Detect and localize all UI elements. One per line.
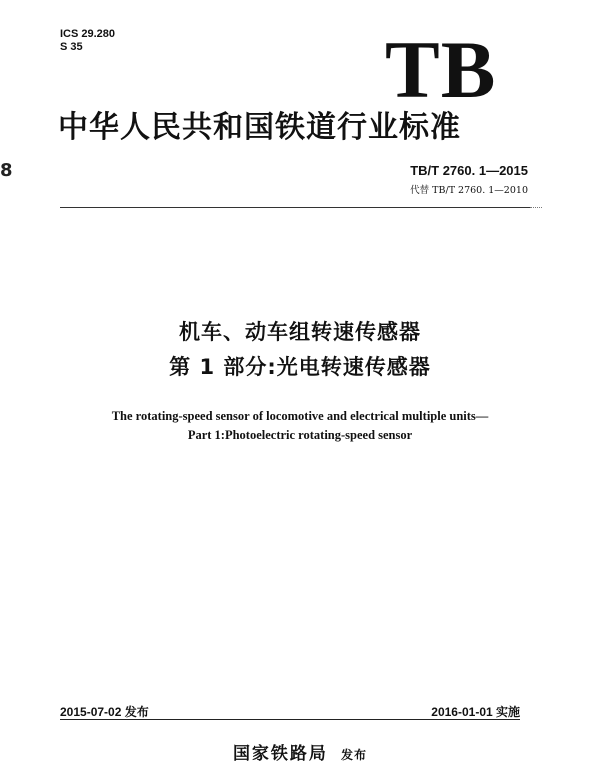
issue-date: 2015-07-02 发布 [60,705,149,719]
edge-scan-mark: 8 [0,160,13,181]
title-cn-line1: 机车、动车组转速传感器 [179,320,421,344]
replaces-code: 代替 TB/T 2760. 1—2010 [410,185,528,196]
ccs-code: S 35 [60,41,83,53]
issuer [0,739,600,764]
header-divider-dots [530,207,542,209]
issuer-action: 发布 [341,748,368,762]
header-divider [60,207,530,208]
implementation-date: 2016-01-01 实施 [431,705,520,719]
title-cn-line2: 第 1 部分:光电转速传感器 [169,355,431,379]
classification-codes [60,28,115,54]
standard-category-title: 中华人民共和国铁道行业标准 [58,110,461,145]
standard-code: TB/T 2760. 1—2015 [410,163,528,178]
ics-code: ICS 29.280 [60,28,116,40]
footer-divider [60,719,520,720]
issuer-name: 国家铁路局 [232,744,328,764]
tb-logo: TB [385,24,497,115]
title-en-line1: The rotating-speed sensor of locomotive and electrical multiple units— [111,409,489,423]
title-en-line2: Part 1:Photoelectric rotating-speed sensor [187,428,413,442]
